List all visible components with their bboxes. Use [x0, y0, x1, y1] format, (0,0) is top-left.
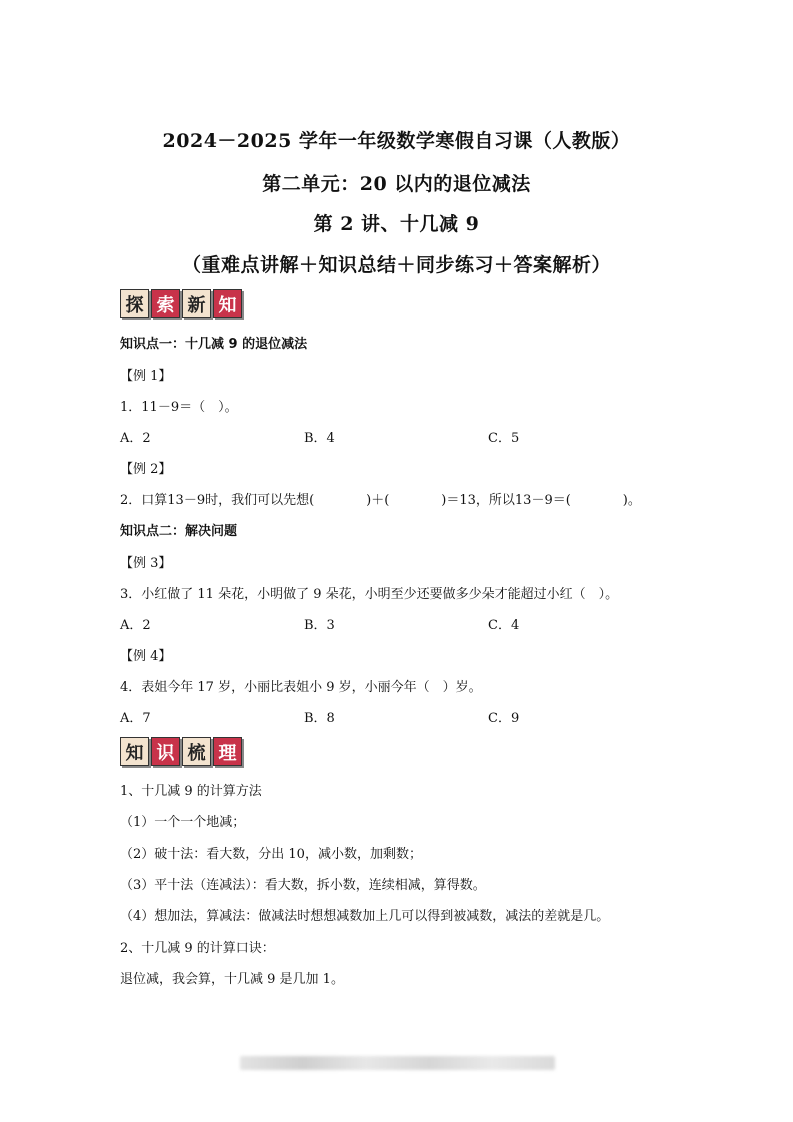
question-1: 1．11－9＝（ ）。 [120, 400, 238, 415]
q3-option-c: C．4 [488, 618, 520, 633]
badge-char: 知 [120, 737, 149, 766]
unit-title: 第二单元：20 以内的退位减法 [262, 173, 531, 195]
example-2-label: 【例 2】 [120, 462, 172, 477]
summary-method-4: （4）想加法，算减法：做减法时想想减数加上几可以得到被减数，减法的差就是几。 [120, 909, 610, 924]
document-title: 2024－2025 学年一年级数学寒假自习课（人教版） [162, 130, 631, 152]
q4-option-b: B．8 [304, 711, 335, 726]
badge-char: 新 [182, 289, 211, 318]
example-4-label: 【例 4】 [120, 649, 172, 664]
question-4: 4．表姐今年 17 岁，小丽比表姐小 9 岁，小丽今年（ ）岁。 [120, 680, 482, 695]
section-badge-summary [120, 737, 242, 766]
q4-option-c: C．9 [488, 711, 520, 726]
q3-option-a: A．2 [120, 618, 151, 633]
q3-option-b: B．3 [304, 618, 335, 633]
q1-option-c: C．5 [488, 431, 520, 446]
badge-char: 索 [151, 289, 180, 318]
lesson-subtitle: （重难点讲解＋知识总结＋同步练习＋答案解析） [181, 254, 611, 276]
knowledge-point-2-heading: 知识点二：解决问题 [120, 524, 238, 539]
summary-rhyme: 退位减，我会算，十几减 9 是几加 1。 [120, 972, 344, 987]
section-badge-explore [120, 289, 242, 318]
badge-char: 理 [213, 737, 242, 766]
example-1-label: 【例 1】 [120, 369, 172, 384]
summary-heading-2: 2、十几减 9 的计算口诀： [120, 941, 275, 956]
knowledge-point-1-heading: 知识点一：十几减 9 的退位减法 [120, 337, 308, 352]
summary-method-1: （1）一个一个地减； [120, 815, 246, 830]
summary-heading-1: 1、十几减 9 的计算方法 [120, 784, 262, 799]
summary-method-3: （3）平十法（连减法）：看大数，拆小数，连续相减，算得数。 [120, 878, 486, 893]
badge-char: 识 [151, 737, 180, 766]
q1-option-a: A．2 [120, 431, 151, 446]
question-2: 2．口算13－9时，我们可以先想( )＋( )＝13，所以13－9＝( )。 [120, 493, 641, 508]
example-3-label: 【例 3】 [120, 556, 172, 571]
blurred-footer [240, 1056, 555, 1070]
lesson-title: 第 2 讲、十几减 9 [313, 213, 480, 235]
badge-char: 知 [213, 289, 242, 318]
q1-option-b: B．4 [304, 431, 335, 446]
summary-method-2: （2）破十法：看大数，分出 10，减小数，加剩数； [120, 847, 422, 862]
q4-option-a: A．7 [120, 711, 151, 726]
badge-char: 梳 [182, 737, 211, 766]
question-3: 3．小红做了 11 朵花，小明做了 9 朵花，小明至少还要做多少朵才能超过小红（ ）。 [120, 587, 619, 602]
badge-char: 探 [120, 289, 149, 318]
